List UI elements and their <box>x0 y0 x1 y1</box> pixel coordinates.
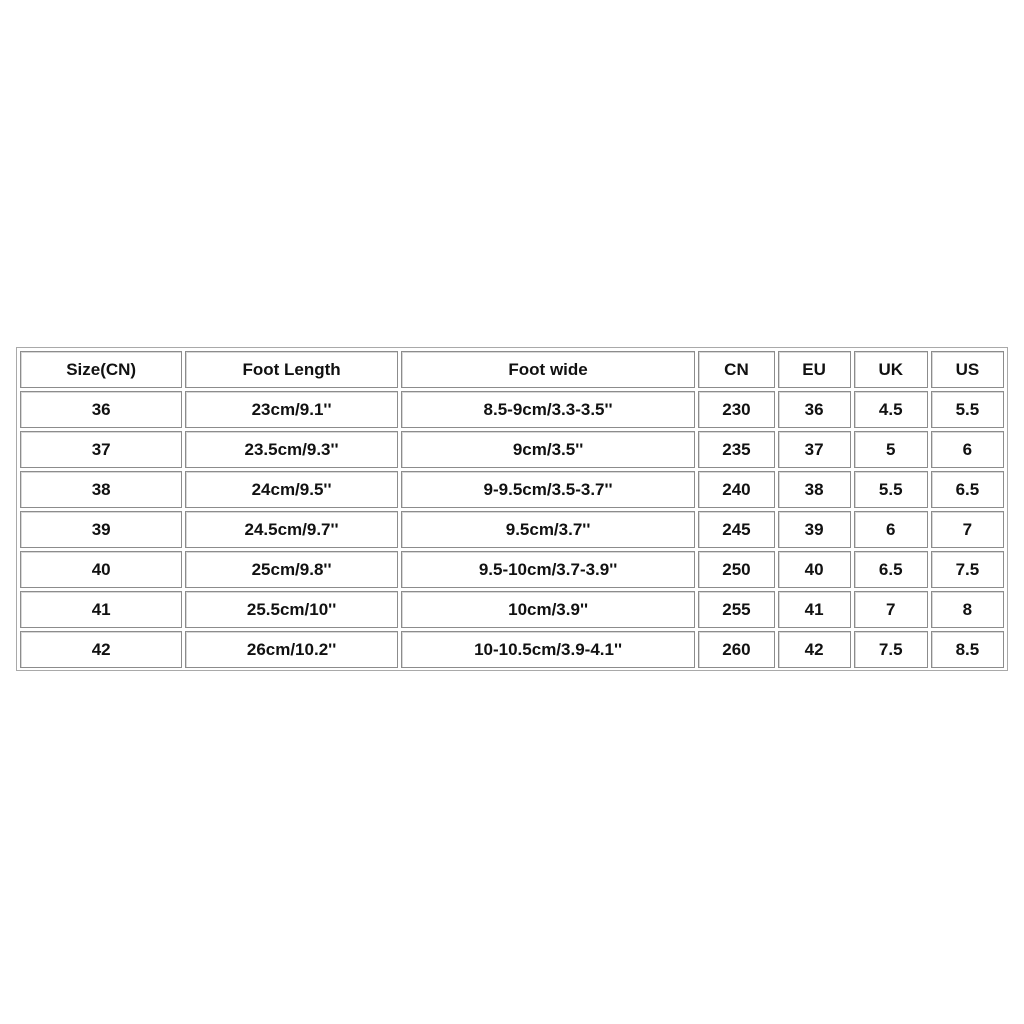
cell-cn: 250 <box>698 551 774 588</box>
header-cn: CN <box>698 351 774 388</box>
cell-foot-length: 24cm/9.5'' <box>185 471 397 508</box>
cell-eu: 39 <box>778 511 851 548</box>
cell-cn: 260 <box>698 631 774 668</box>
cell-foot-length: 24.5cm/9.7'' <box>185 511 397 548</box>
cell-us: 7 <box>931 511 1004 548</box>
cell-cn: 235 <box>698 431 774 468</box>
cell-size-cn: 37 <box>20 431 182 468</box>
table-row <box>20 431 1004 468</box>
cell-foot-wide: 8.5-9cm/3.3-3.5'' <box>401 391 696 428</box>
cell-cn: 255 <box>698 591 774 628</box>
cell-cn: 230 <box>698 391 774 428</box>
cell-foot-wide: 9.5cm/3.7'' <box>401 511 696 548</box>
cell-foot-length: 23.5cm/9.3'' <box>185 431 397 468</box>
cell-size-cn: 40 <box>20 551 182 588</box>
cell-uk: 5.5 <box>854 471 928 508</box>
table-row <box>20 551 1004 588</box>
cell-foot-wide: 10-10.5cm/3.9-4.1'' <box>401 631 696 668</box>
cell-uk: 5 <box>854 431 928 468</box>
size-chart <box>16 347 1008 671</box>
cell-size-cn: 38 <box>20 471 182 508</box>
header-row <box>20 351 1004 388</box>
cell-foot-wide: 9.5-10cm/3.7-3.9'' <box>401 551 696 588</box>
header-foot-wide: Foot wide <box>401 351 696 388</box>
table-row <box>20 511 1004 548</box>
cell-us: 6 <box>931 431 1004 468</box>
cell-us: 7.5 <box>931 551 1004 588</box>
cell-eu: 36 <box>778 391 851 428</box>
table-row <box>20 631 1004 668</box>
cell-cn: 245 <box>698 511 774 548</box>
header-size-cn: Size(CN) <box>20 351 182 388</box>
header-foot-length: Foot Length <box>185 351 397 388</box>
header-eu: EU <box>778 351 851 388</box>
table-row <box>20 391 1004 428</box>
cell-size-cn: 39 <box>20 511 182 548</box>
cell-foot-wide: 10cm/3.9'' <box>401 591 696 628</box>
cell-uk: 7 <box>854 591 928 628</box>
cell-us: 5.5 <box>931 391 1004 428</box>
cell-foot-length: 26cm/10.2'' <box>185 631 397 668</box>
cell-uk: 6.5 <box>854 551 928 588</box>
header-uk: UK <box>854 351 928 388</box>
cell-us: 8.5 <box>931 631 1004 668</box>
cell-foot-wide: 9-9.5cm/3.5-3.7'' <box>401 471 696 508</box>
table-row <box>20 471 1004 508</box>
cell-cn: 240 <box>698 471 774 508</box>
cell-foot-length: 23cm/9.1'' <box>185 391 397 428</box>
cell-foot-length: 25cm/9.8'' <box>185 551 397 588</box>
table-row <box>20 591 1004 628</box>
cell-uk: 4.5 <box>854 391 928 428</box>
header-us: US <box>931 351 1004 388</box>
cell-uk: 7.5 <box>854 631 928 668</box>
cell-size-cn: 42 <box>20 631 182 668</box>
cell-eu: 38 <box>778 471 851 508</box>
cell-eu: 37 <box>778 431 851 468</box>
cell-foot-wide: 9cm/3.5'' <box>401 431 696 468</box>
cell-foot-length: 25.5cm/10'' <box>185 591 397 628</box>
cell-us: 8 <box>931 591 1004 628</box>
cell-eu: 42 <box>778 631 851 668</box>
cell-size-cn: 41 <box>20 591 182 628</box>
cell-size-cn: 36 <box>20 391 182 428</box>
size-chart-table <box>17 348 1007 671</box>
cell-us: 6.5 <box>931 471 1004 508</box>
cell-eu: 41 <box>778 591 851 628</box>
cell-uk: 6 <box>854 511 928 548</box>
cell-eu: 40 <box>778 551 851 588</box>
